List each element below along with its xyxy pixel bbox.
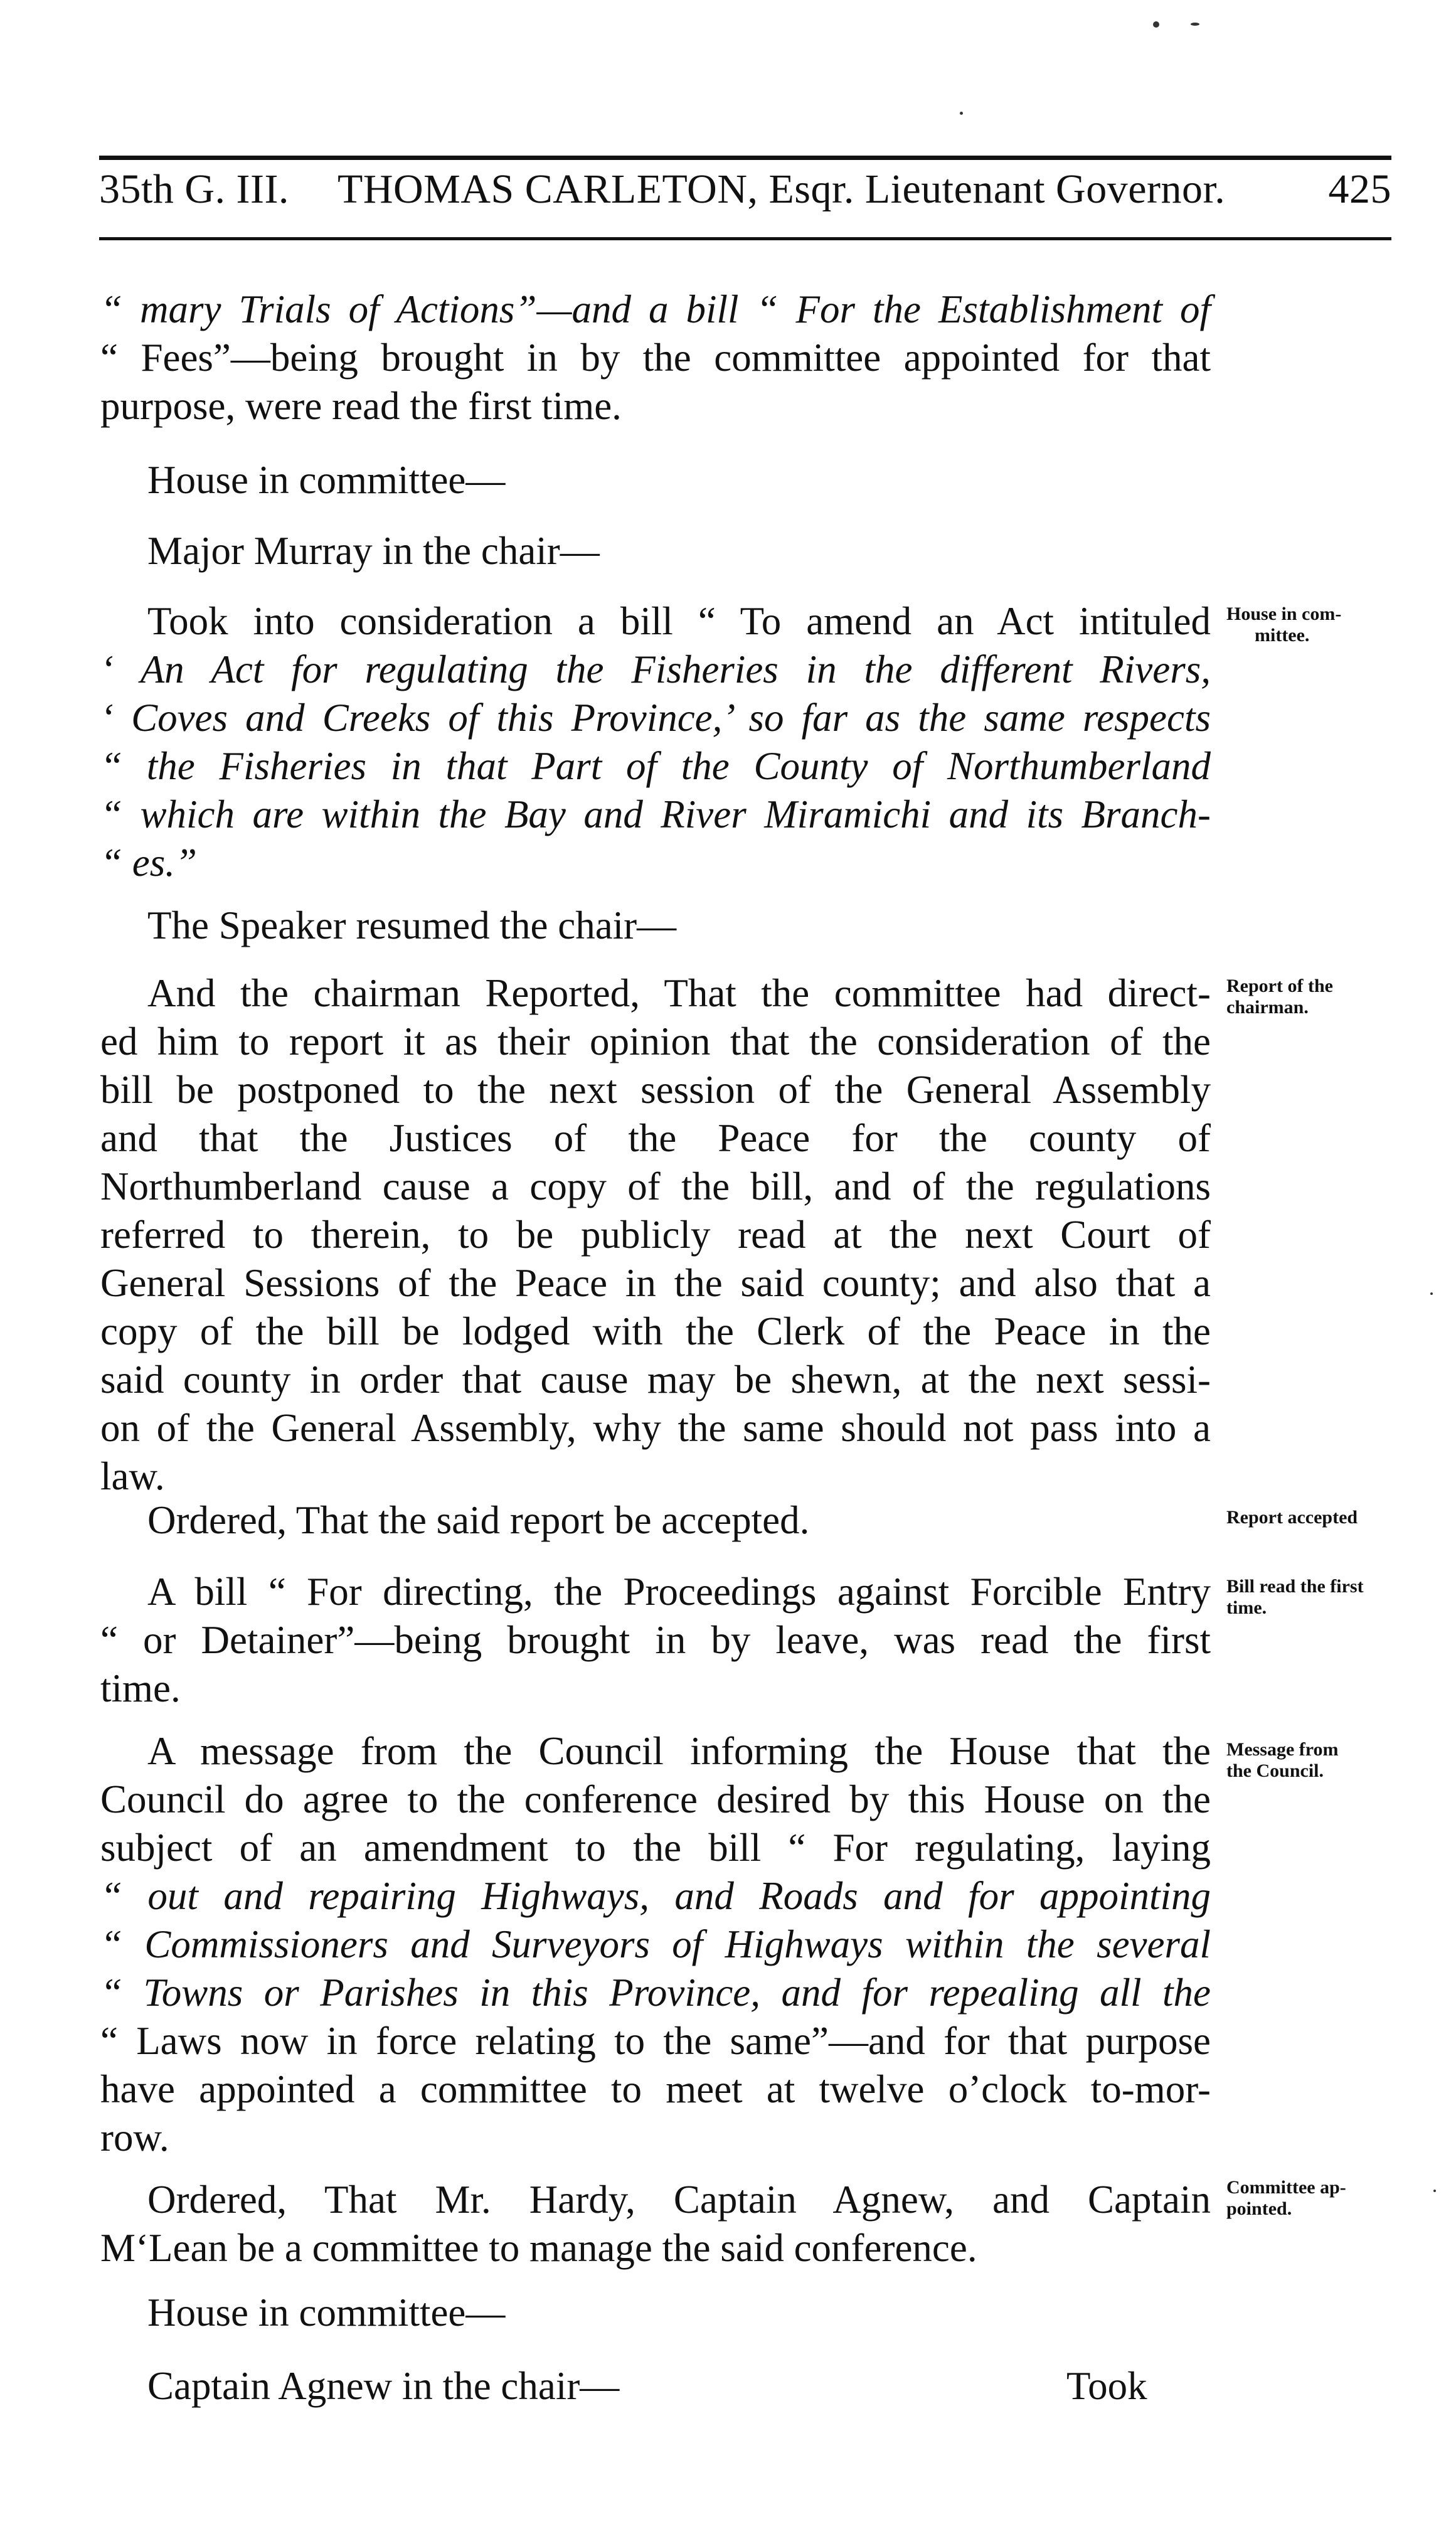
text-line: copy of the bill be lodged with the Clerk of the Peace in the [100, 1309, 1211, 1353]
head-rule-thick [99, 156, 1391, 160]
running-title: THOMAS CARLETON, Esqr. Lieutenant Governor. [337, 166, 1226, 212]
text-line: Took into consideration a bill “ To amend an Act intituled [147, 599, 1211, 643]
side-note-house-in-committee: House in com- mittee. [1226, 604, 1342, 646]
text-line: Major Murray in the chair— [147, 529, 600, 573]
text-line: and that the Justices of the Peace for the county of [100, 1116, 1211, 1160]
text-line: “ or Detainer”—being brought in by leave, was read the first [100, 1618, 1211, 1662]
text-line: A message from the Council informing the House that the [147, 1729, 1211, 1773]
side-note-committee-appointed: Committee ap- pointed. [1226, 2177, 1346, 2219]
text-line: Northumberland cause a copy of the bill, and of the regulations [100, 1164, 1211, 1208]
text-line: bill be postponed to the next session of the General Assembly [100, 1068, 1211, 1112]
ink-speck [960, 112, 963, 115]
page-number: 425 [1328, 166, 1391, 212]
ink-speck [1433, 2190, 1436, 2192]
text-line: referred to therein, to be publicly read at the next Court of [100, 1213, 1211, 1257]
catchword: Took [1066, 2364, 1147, 2408]
text-line: Captain Agnew in the chair— [147, 2364, 620, 2408]
text-line: “ Fees”—being brought in by the committee appointed for that [100, 336, 1211, 380]
text-line: House in committee— [147, 2291, 506, 2334]
head-rule-thin [99, 237, 1391, 240]
side-note-bill-read: Bill read the first time. [1226, 1576, 1364, 1618]
text-line: “ mary Trials of Actions”—and a bill “ For the Establishment of [100, 287, 1211, 331]
text-line: ‘ Coves and Creeks of this Province,’ so far as the same respects [100, 696, 1211, 740]
text-line: subject of an amendment to the bill “ For regulating, laying [100, 1826, 1211, 1870]
text-line: law. [100, 1454, 165, 1498]
ink-speck [1430, 1292, 1433, 1295]
text-line: “ Towns or Parishes in this Province, and for repealing all the [100, 1971, 1211, 2015]
text-line: General Sessions of the Peace in the said county; and also that a [100, 1261, 1211, 1305]
text-line: A bill “ For directing, the Proceedings against Forcible Entry [147, 1570, 1211, 1614]
text-line: “ out and repairing Highways, and Roads and for appointing [100, 1874, 1211, 1918]
text-line: The Speaker resumed the chair— [147, 903, 677, 947]
text-line: have appointed a committee to meet at twelve o’clock to-mor- [100, 2067, 1211, 2111]
text-line: “ which are within the Bay and River Miramichi and its Branch- [100, 792, 1211, 836]
text-line: row. [100, 2116, 169, 2159]
text-line: And the chairman Reported, That the committee had direct- [147, 971, 1211, 1015]
text-line: Ordered, That the said report be accepted. [147, 1498, 810, 1542]
side-note-report-accepted: Report accepted [1226, 1507, 1358, 1528]
ink-speck [1153, 21, 1159, 28]
text-line: on of the General Assembly, why the same should not pass into a [100, 1406, 1211, 1450]
text-line: purpose, were read the first time. [100, 384, 622, 428]
text-line: ‘ An Act for regulating the Fisheries in the different Rivers, [100, 647, 1211, 691]
side-note-message-council: Message from the Council. [1226, 1739, 1339, 1781]
text-line: Council do agree to the conference desired by this House on the [100, 1777, 1211, 1821]
text-line: “ es.” [100, 841, 198, 885]
side-note-report-of-chairman: Report of the chairman. [1226, 976, 1333, 1018]
text-line: “ Laws now in force relating to the same”—and for that purpose [100, 2019, 1211, 2063]
text-line: “ the Fisheries in that Part of the County of Northumberland [100, 744, 1211, 788]
text-line: time. [100, 1666, 181, 1710]
text-line: Ordered, That Mr. Hardy, Captain Agnew, and Captain [147, 2178, 1211, 2222]
text-line: “ Commissioners and Surveyors of Highways within the several [100, 1922, 1211, 1966]
text-line: ed him to report it as their opinion that the consideration of the [100, 1019, 1211, 1063]
text-line: said county in order that cause may be shewn, at the next sessi- [100, 1358, 1211, 1402]
text-line: House in committee— [147, 458, 506, 502]
ink-speck [1191, 23, 1199, 26]
regnal-year: 35th G. III. [99, 166, 289, 212]
text-line: M‘Lean be a committee to manage the said conference. [100, 2226, 977, 2270]
